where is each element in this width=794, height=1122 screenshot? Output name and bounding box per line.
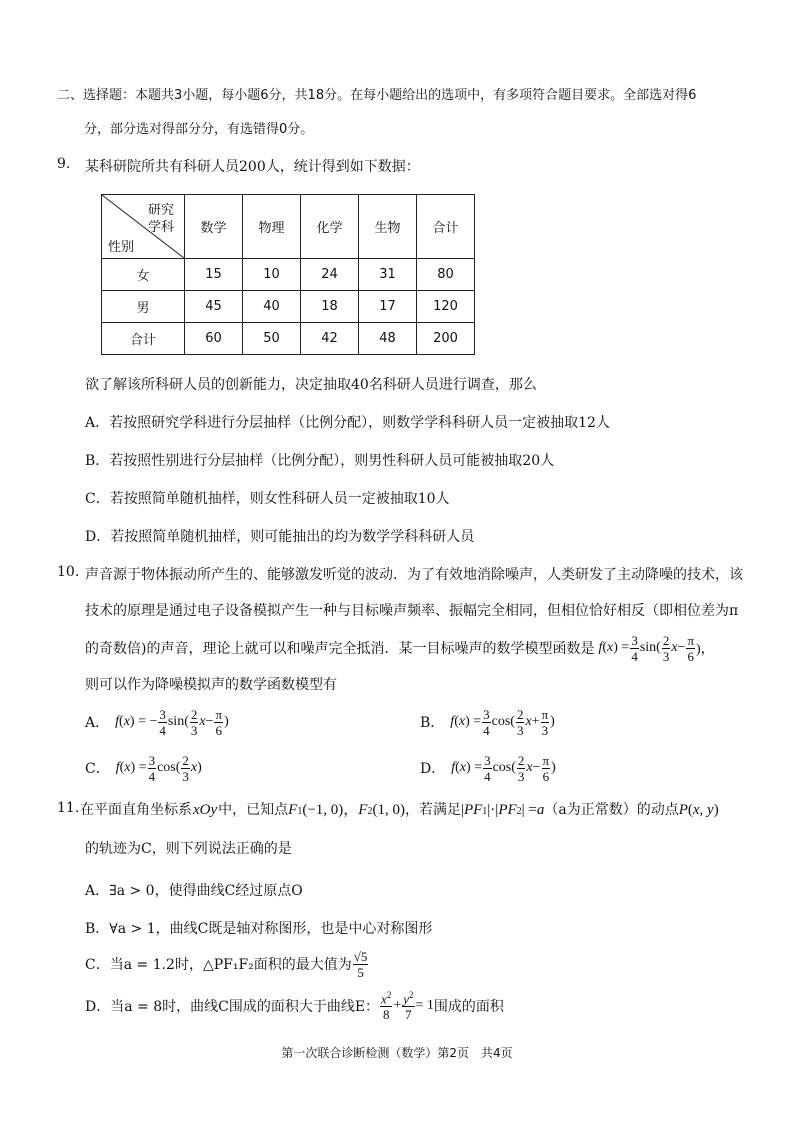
corner-label-gender: 性别 — [108, 240, 135, 255]
table-cell: 17 — [359, 291, 417, 323]
header-cell: 数学 — [185, 195, 243, 259]
table-cell: 10 — [243, 259, 301, 291]
corner-label-research: 研究 — [148, 203, 175, 218]
q9-option-a: A．若按照研究学科进行分层抽样（比例分配），则数学学科科研人员一定被抽取12人 — [85, 415, 610, 431]
q10-func-eq: ) = — [613, 640, 630, 655]
header-cell: 合计 — [417, 195, 475, 259]
q10-option-d-label: D． — [420, 761, 446, 777]
q11-number: 11. — [57, 800, 80, 816]
q11-option-d-frac-x: $\frac{x^2}{8}$ — [381, 989, 392, 1023]
table-cell: 80 — [417, 259, 475, 291]
q9-data-table — [101, 194, 475, 355]
q11-option-d: D．当a = 8时，曲线C围成的面积大于曲线E： $\frac{x^2}{8}$ + $\frac{y^2}{7}$ = 1 围成的面积 — [85, 989, 504, 1023]
section-header-line2: 分，部分选对得部分分，有选错得0分。 — [84, 122, 314, 137]
q10-option-a: A． f ( x ) = − $\frac{3}{4}$ sin( $\frac{2}{3}$ x − $\frac{\pi}{6}$ ) — [85, 706, 229, 738]
q10-option-b: B． f ( x ) = $\frac{3}{4}$ cos( $\frac{2}{3}$ x + $\frac{\pi}{3}$ ) — [420, 706, 555, 738]
table-cell: 40 — [243, 291, 301, 323]
q11-line2: 的轨迹为C，则下列说法正确的是 — [85, 841, 292, 857]
header-cell: 物理 — [243, 195, 301, 259]
q10-line3 — [85, 626, 715, 670]
q11-option-d-frac-y: $\frac{y^2}{7}$ — [403, 989, 414, 1023]
q9-number: 9. — [57, 156, 71, 172]
q10-option-b-label: B． — [420, 715, 445, 731]
row-label: 合计 — [102, 323, 185, 355]
corner-label-subject: 学科 — [148, 220, 175, 235]
table-cell: 60 — [185, 323, 243, 355]
q10-line1: 声音源于物体振动所产生的、能够激发听觉的波动．为了有效地消除噪声，人类研发了主动降噪的技术，该 — [85, 567, 743, 583]
q10-minus: − — [677, 640, 686, 655]
row-label: 男 — [102, 291, 185, 323]
q11-option-c-frac: $\frac{√5}{5}$ — [353, 948, 368, 980]
table-cell: 15 — [185, 259, 243, 291]
q10-func-arg: ( — [602, 640, 608, 655]
q10-frac-phase: $\frac{\pi}{6}$ — [687, 632, 695, 664]
table-row — [102, 323, 475, 355]
table-cell: 18 — [301, 291, 359, 323]
table-cell: 31 — [359, 259, 417, 291]
q11-line1-pre: 在平面直角坐标系 — [80, 802, 192, 818]
q11-line1: 在平面直角坐标系 xOy 中，已知点 F 1 (−1, 0)， F 2 (1, 0) ，若满足 | PF 1 |·| PF 2 | = a （a为正常数）的动点 P ( x, y ) — [80, 798, 719, 819]
q10-line3-text: 的奇数倍)的声音，理论上就可以和噪声完全抵消．某一目标噪声的数学模型函数是 — [85, 641, 595, 657]
q10-option-d: D． f ( x ) = $\frac{3}{4}$ cos( $\frac{2}{3}$ x − $\frac{\pi}{6}$ ) — [420, 752, 556, 784]
row-label: 女 — [102, 259, 185, 291]
q9-option-c: C．若按照简单随机抽样，则女性科研人员一定被抽取10人 — [85, 491, 450, 507]
q11-line1-note: （a为正常数）的动点 — [544, 802, 679, 818]
table-cell: 48 — [359, 323, 417, 355]
table-cell: 45 — [185, 291, 243, 323]
table-cell: 24 — [301, 259, 359, 291]
q10-func-var: x — [607, 640, 614, 655]
section-header-line1: 二、选择题：本题共3小题，每小题6分，共18分。在每小题给出的选项中，有多项符合题目要求。全部选对得6 — [57, 88, 697, 103]
table-corner-cell — [102, 195, 185, 259]
q10-sin: sin( — [639, 640, 661, 655]
q9-option-b: B．若按照性别进行分层抽样（比例分配），则男性科研人员可能被抽取20人 — [85, 453, 555, 469]
table-cell: 120 — [417, 291, 475, 323]
q10-var-x: x — [671, 640, 678, 655]
q11-option-b: B．∀a > 1，曲线C既是轴对称图形，也是中心对称图形 — [85, 921, 433, 937]
q10-frac-amp: $\frac{3}{4}$ — [631, 632, 638, 664]
q11-option-d-post: 围成的面积 — [433, 999, 504, 1015]
q10-func-label: f — [598, 640, 603, 655]
q10-close: )， — [696, 642, 715, 657]
table-row — [102, 291, 475, 323]
table-row — [102, 259, 475, 291]
q11-line1-mid: 中，已知点 — [218, 802, 289, 818]
q11-option-a: A．∃a > 0，使得曲线C经过原点O — [85, 883, 303, 899]
q10-option-c-label: C． — [85, 761, 110, 777]
q11-line1-mid2: ，若满足 — [404, 802, 461, 818]
table-cell: 42 — [301, 323, 359, 355]
table-cell: 200 — [417, 323, 475, 355]
q9-intro: 欲了解该所科研人员的创新能力，决定抽取40名科研人员进行调查，那么 — [85, 377, 537, 393]
q11-option-c-text: C．当a = 1.2时，△PF₁F₂面积的最大值为 — [85, 957, 352, 973]
header-cell: 生物 — [359, 195, 417, 259]
q10-option-c: C． f ( x ) = $\frac{3}{4}$ cos( $\frac{2}{3}$ x ) — [85, 752, 202, 784]
q9-stem: 某科研院所共有科研人员200人，统计得到如下数据： — [85, 159, 420, 175]
table-cell: 50 — [243, 323, 301, 355]
q11-option-d-text: D．当a = 8时，曲线C围成的面积大于曲线E： — [85, 999, 380, 1015]
q11-option-c — [85, 942, 369, 986]
q10-line2: 技术的原理是通过电子设备模拟产生一种与目标噪声频率、振幅完全相同，但相位恰好相反（即相位差为π — [85, 603, 739, 619]
header-cell: 化学 — [301, 195, 359, 259]
q10-option-a-label: A． — [85, 715, 110, 731]
page-footer: 第一次联合诊断检测（数学）第2页 共4页 — [281, 1046, 513, 1060]
q10-number: 10. — [57, 564, 80, 580]
q9-option-d: D．若按照简单随机抽样，则可能抽出的均为数学学科科研人员 — [85, 529, 475, 545]
q10-frac-freq: $\frac{2}{3}$ — [662, 632, 670, 664]
q10-line4: 则可以作为降噪模拟声的数学函数模型有 — [85, 677, 337, 693]
